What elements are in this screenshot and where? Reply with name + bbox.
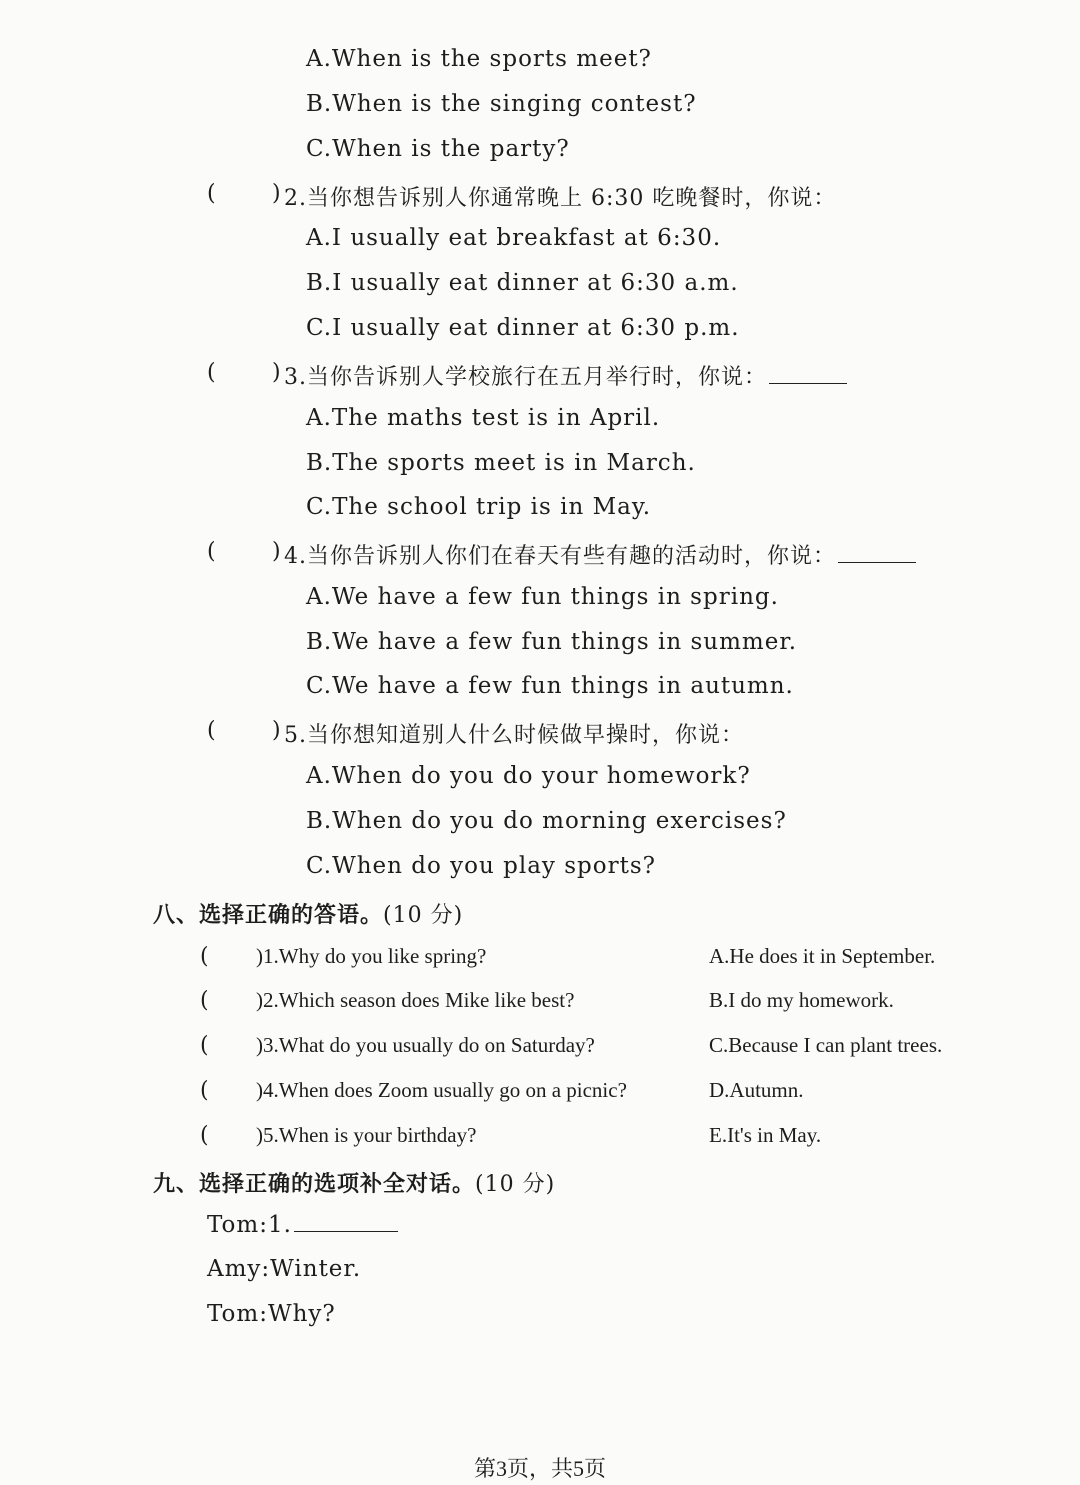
option-text: A.The maths test is in April. — [306, 405, 661, 431]
match-answer: D.Autumn. — [709, 1078, 804, 1102]
match-answer: B.I do my homework. — [709, 988, 894, 1012]
answer-paren-open: ( — [207, 181, 216, 206]
match-question: )2.Which season does Mike like best? — [256, 988, 575, 1012]
match-question: )4.When does Zoom usually go on a picnic? — [256, 1078, 627, 1102]
question-prompt: 5.当你想知道别人什么时候做早操时，你说： — [284, 723, 744, 748]
question-prompt: 4.当你告诉别人你们在春天有些有趣的活动时，你说： — [284, 539, 916, 570]
match-question: )5.When is your birthday? — [256, 1123, 477, 1147]
answer-paren-open: ( — [207, 718, 216, 743]
option-text: B.I usually eat dinner at 6:30 a.m. — [306, 270, 739, 296]
option-text: B.We have a few fun things in summer. — [306, 629, 798, 655]
answer-paren-close: ) — [272, 181, 281, 206]
option-text: C.When do you play sports? — [306, 853, 656, 879]
dialogue-line: Tom:Why? — [207, 1301, 336, 1327]
option-text: A.When do you do your homework? — [306, 763, 751, 789]
option-text: C.I usually eat dinner at 6:30 p.m. — [306, 315, 740, 341]
option-text: C.The school trip is in May. — [306, 494, 652, 520]
section-8-title: 八、选择正确的答语。(10 分) — [153, 902, 464, 928]
answer-paren-close: ) — [272, 718, 281, 743]
question-prompt: 3.当你告诉别人学校旅行在五月举行时，你说： — [284, 360, 847, 391]
answer-paren-open: ( — [200, 1123, 209, 1148]
answer-paren-open: ( — [200, 988, 209, 1013]
answer-blank[interactable] — [769, 365, 847, 384]
answer-paren-open: ( — [207, 539, 216, 564]
answer-paren-close: ) — [272, 360, 281, 385]
answer-blank[interactable] — [838, 544, 916, 563]
answer-paren-open: ( — [207, 360, 216, 385]
answer-paren-open: ( — [200, 1078, 209, 1103]
section-9-title: 九、选择正确的选项补全对话。(10 分) — [153, 1171, 556, 1197]
match-answer: E.It's in May. — [709, 1123, 822, 1147]
option-text: A.We have a few fun things in spring. — [306, 584, 779, 610]
option-text: B.When do you do morning exercises? — [306, 808, 787, 834]
answer-blank[interactable] — [294, 1213, 398, 1232]
match-answer: C.Because I can plant trees. — [709, 1033, 943, 1057]
match-question: )1.Why do you like spring? — [256, 944, 487, 968]
option-text: A.I usually eat breakfast at 6:30. — [306, 225, 722, 251]
option-text: A.When is the sports meet? — [306, 46, 652, 72]
dialogue-line: Tom:1. — [207, 1212, 398, 1238]
page-number: 第3页，共5页 — [473, 1456, 606, 1481]
answer-paren-open: ( — [200, 1033, 209, 1058]
match-question: )3.What do you usually do on Saturday? — [256, 1033, 595, 1057]
option-text: B.When is the singing contest? — [306, 91, 697, 117]
option-text: C.We have a few fun things in autumn. — [306, 673, 794, 699]
answer-paren-open: ( — [200, 944, 209, 969]
answer-paren-close: ) — [272, 539, 281, 564]
match-answer: A.He does it in September. — [709, 944, 936, 968]
question-prompt: 2.当你想告诉别人你通常晚上 6:30 吃晚餐时，你说： — [284, 186, 837, 211]
option-text: B.The sports meet is in March. — [306, 450, 696, 476]
option-text: C.When is the party? — [306, 136, 570, 162]
dialogue-line: Amy:Winter. — [207, 1256, 362, 1282]
